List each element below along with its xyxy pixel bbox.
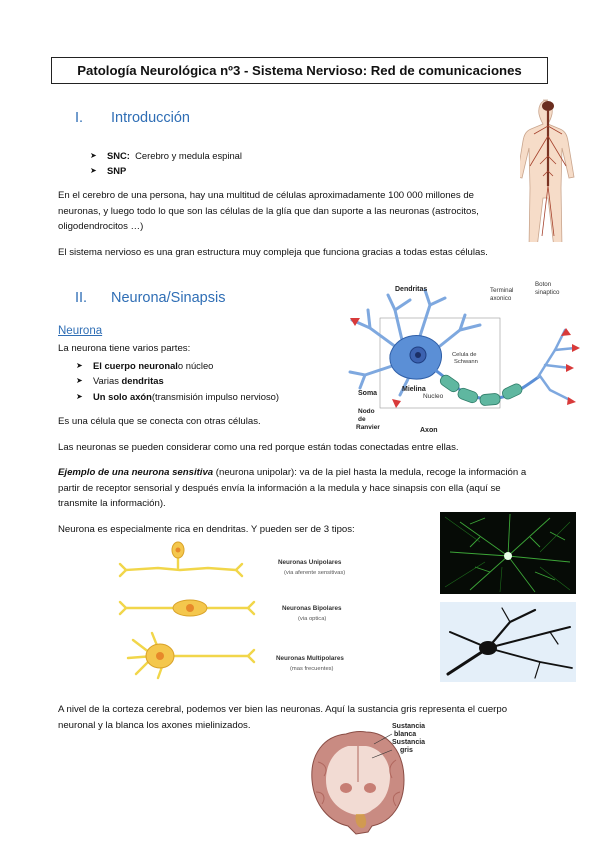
label-soma: Soma: [358, 390, 378, 397]
neurona-paragraph-2: Las neuronas se pueden considerar como una red porque están todas conectadas entre ellas.: [58, 442, 459, 453]
section1-bullet-list: [90, 148, 242, 179]
label-multipolar: Neuronas Multipolares: [276, 655, 344, 662]
label-de: de: [358, 416, 366, 423]
italic-phrase: Ejemplo de una neurona sensitiva: [58, 467, 214, 478]
list-item: [90, 148, 242, 163]
bullet-text: o núcleo: [177, 360, 214, 371]
label-nucleo: Nucleo: [423, 393, 444, 400]
arrow-bullet-icon: ➤: [76, 391, 83, 401]
bullet-bold: SNP: [107, 165, 127, 177]
label-mielina: Mielina: [402, 386, 426, 393]
bullet-bold: dendritas: [121, 375, 164, 387]
list-item: [90, 163, 242, 178]
label-gris: gris: [400, 747, 413, 754]
neuron-types-diagram: [118, 538, 380, 683]
label-blanca: blanca: [394, 731, 417, 738]
list-item: [76, 389, 279, 404]
label-boton: Boton: [535, 281, 552, 288]
label-schwann: Schwann: [454, 359, 478, 365]
label-unipolar: Neuronas Unipolares: [278, 559, 342, 566]
section1-paragraph-1: En el cerebro de una persona, hay una multitud de células aproximadamente 100 000 millones de neuronas, y luego todo lo que son las células de la glía que dan suporte a las neuronas (astrocitos, oligodendrocitos …): [58, 190, 479, 232]
bullet-text: Varias: [93, 375, 119, 387]
neurona-paragraph-4: Neurona es especialmente rica en dendritas. Y pueden ser de 3 tipos:: [58, 524, 355, 535]
arrow-bullet-icon: ➤: [76, 361, 83, 370]
page-title: Patología Neurológica nº3 - Sistema Nervioso: Red de comunicaciones: [51, 57, 548, 84]
label-terminal: Terminal: [490, 287, 514, 294]
label-sinaptico: sinaptico: [535, 289, 560, 296]
stained-neuron-image: [440, 602, 576, 682]
bullet-bold: Un solo axón: [93, 390, 152, 402]
brain-section-image: [306, 722, 428, 836]
bullet-bold: El cuerpo neuronal: [93, 360, 178, 371]
note-unipolar: (via aferente sensitivas): [284, 570, 346, 576]
section2-number: II.: [75, 290, 88, 306]
label-sustancia-2: Sustancia: [392, 739, 426, 746]
nervous-system-figure: [520, 96, 576, 242]
bullet-bold: SNC:: [107, 150, 130, 161]
note-multipolar: (mas frecuentes): [290, 666, 334, 672]
arrow-bullet-icon: ➤: [90, 166, 97, 176]
section2-title: Neurona/Sinapsis: [111, 290, 226, 306]
note-bipolar: (via optica): [298, 616, 327, 622]
neurona-bullet-list: [76, 358, 279, 404]
neurona-paragraph-1: Es una célula que se conecta con otras células.: [58, 416, 261, 427]
section1-title: Introducción: [111, 110, 190, 126]
label-sustancia-1: Sustancia: [392, 723, 426, 730]
list-item: [76, 358, 279, 373]
neuron-anatomy-diagram: [340, 280, 585, 435]
section2-heading: [75, 290, 225, 306]
label-axonico: axonico: [490, 295, 512, 302]
paragraph-rest: (neurona unipolar): va de la piel hasta la medula, recoge la información a partir de receptor sensorial y después envía la información a la medula y hace sinapsis con ella (aquí se transmite la información).: [58, 467, 527, 509]
bullet-text: Cerebro y medula espinal: [135, 150, 242, 161]
label-nodo: Nodo: [358, 408, 375, 415]
label-dendritas: Dendritas: [395, 286, 428, 293]
label-axon: Axon: [420, 427, 438, 434]
neurona-subheading: Neurona: [58, 325, 103, 337]
list-item: [76, 373, 279, 388]
label-bipolar: Neuronas Bipolares: [282, 605, 342, 612]
neurona-intro: La neurona tiene varios partes:: [58, 343, 191, 354]
bullet-text: (transmisión impulso nervioso): [151, 390, 279, 402]
arrow-bullet-icon: ➤: [76, 376, 83, 386]
neurona-paragraph-3: [58, 465, 538, 512]
section1-paragraph-2: El sistema nervioso es una gran estructura muy compleja que funciona gracias a todas estas células.: [58, 247, 488, 258]
neurona-paragraph-5: A nivel de la corteza cerebral, podemos ver bien las neuronas. Aquí la sustancia gris representa el cuerpo neuronal y la blanca los axones mielinizados.: [58, 704, 508, 731]
label-ranvier: Ranvier: [356, 424, 380, 431]
label-celula-de: Celula de: [452, 352, 477, 358]
fluorescent-neuron-image: [440, 512, 576, 594]
section1-heading: [75, 110, 190, 126]
section1-number: I.: [75, 110, 84, 126]
arrow-bullet-icon: ➤: [90, 151, 97, 160]
